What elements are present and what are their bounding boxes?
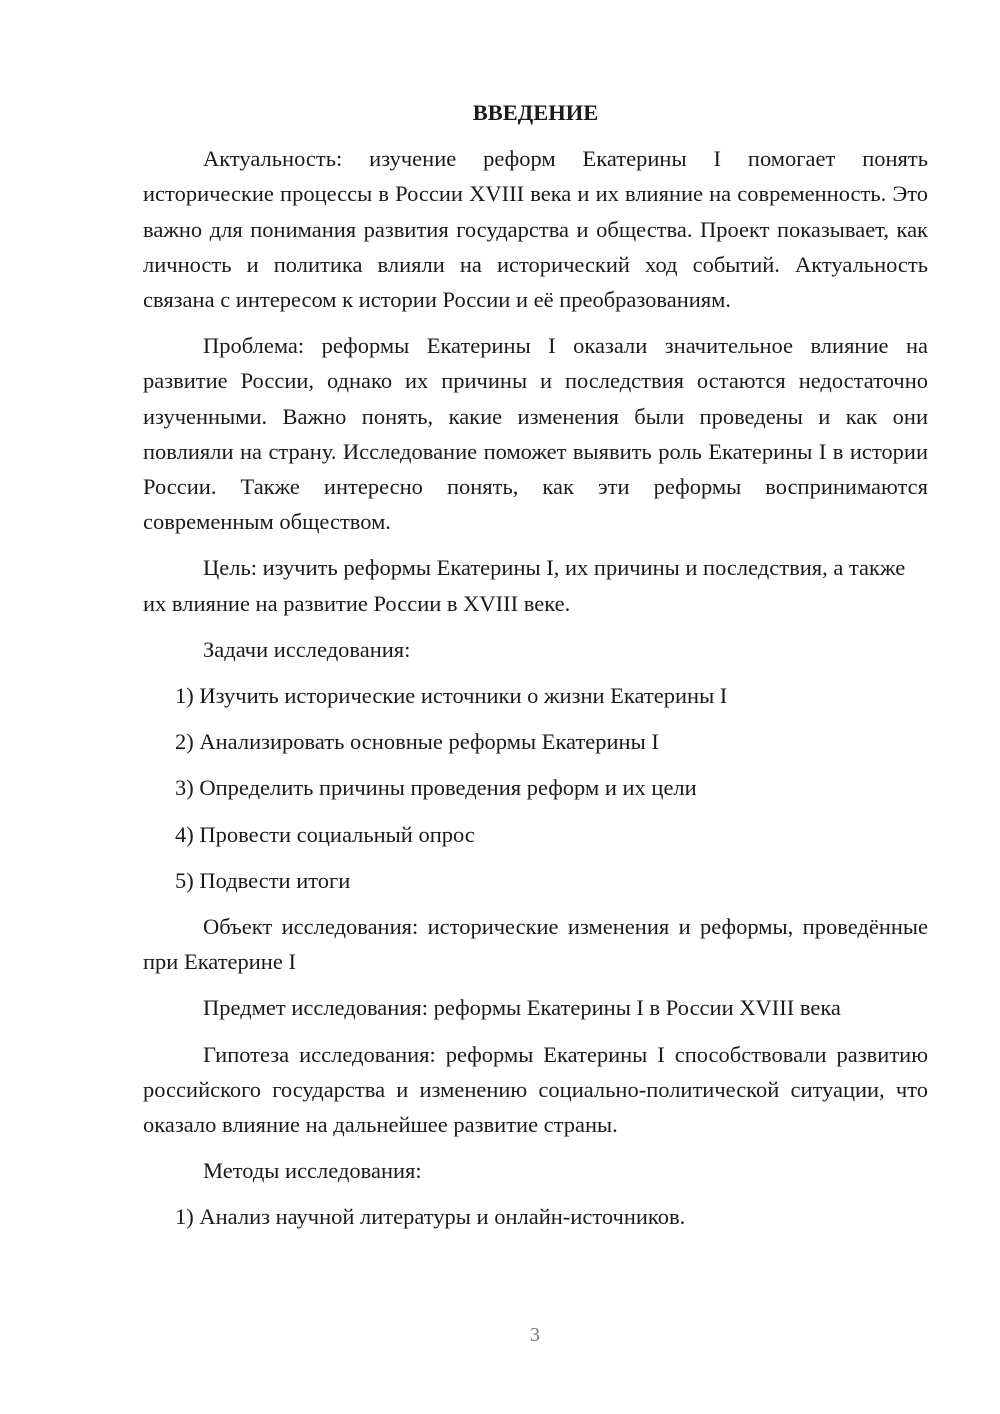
task-item-5: 5) Подвести итоги bbox=[175, 867, 351, 893]
task-item-4: 4) Провести социальный опрос bbox=[175, 821, 475, 847]
page-number: 3 bbox=[530, 1324, 540, 1346]
methods-heading: Методы исследования: bbox=[203, 1158, 422, 1184]
task-item-3: 3) Определить причины проведения реформ и их цели bbox=[175, 775, 697, 801]
tasks-heading: Задачи исследования: bbox=[203, 636, 411, 662]
goal-paragraph: Цель: изучить реформы Екатерины I, их причины и последствия, а также их влияние на развитие России в XVIII веке. bbox=[143, 555, 906, 616]
method-item-1: 1) Анализ научной литературы и онлайн-источников. bbox=[175, 1204, 686, 1230]
task-item-1: 1) Изучить исторические источники о жизни Екатерины I bbox=[175, 683, 728, 709]
object-paragraph: Объект исследования: исторические изменения и реформы, проведённые при Екатерине I bbox=[143, 914, 928, 975]
hypothesis-paragraph: Гипотеза исследования: реформы Екатерины I способствовали развитию российского государства и изменению социально-политической ситуации, что оказало влияние на дальнейшее развитие страны. bbox=[143, 1041, 928, 1138]
problem-paragraph: Проблема: реформы Екатерины I оказали значительное влияние на развитие России, однако их причины и последствия остаются недостаточно изученными. Важно понять, какие изменения были проведены и как они повлияли на страну. Исследование поможет выявить роль Екатерины I в истории России. Также интересно понять, как эти реформы воспринимаются современным обществом. bbox=[143, 333, 928, 535]
page-content bbox=[143, 95, 928, 1246]
task-item-2: 2) Анализировать основные реформы Екатерины I bbox=[175, 729, 659, 755]
subject-paragraph: Предмет исследования: реформы Екатерины I в России XVIII века bbox=[203, 995, 841, 1021]
page-title: ВВЕДЕНИЕ bbox=[472, 100, 599, 125]
relevance-paragraph: Актуальность: изучение реформ Екатерины I помогает понять исторические процессы в России XVIII века и их влияние на современность. Это важно для понимания развития государства и общества. Проект показывает, как личность и политика влияли на исторический ход событий. Актуальность связана с интересом к истории России и её преобразованиям. bbox=[143, 146, 928, 313]
